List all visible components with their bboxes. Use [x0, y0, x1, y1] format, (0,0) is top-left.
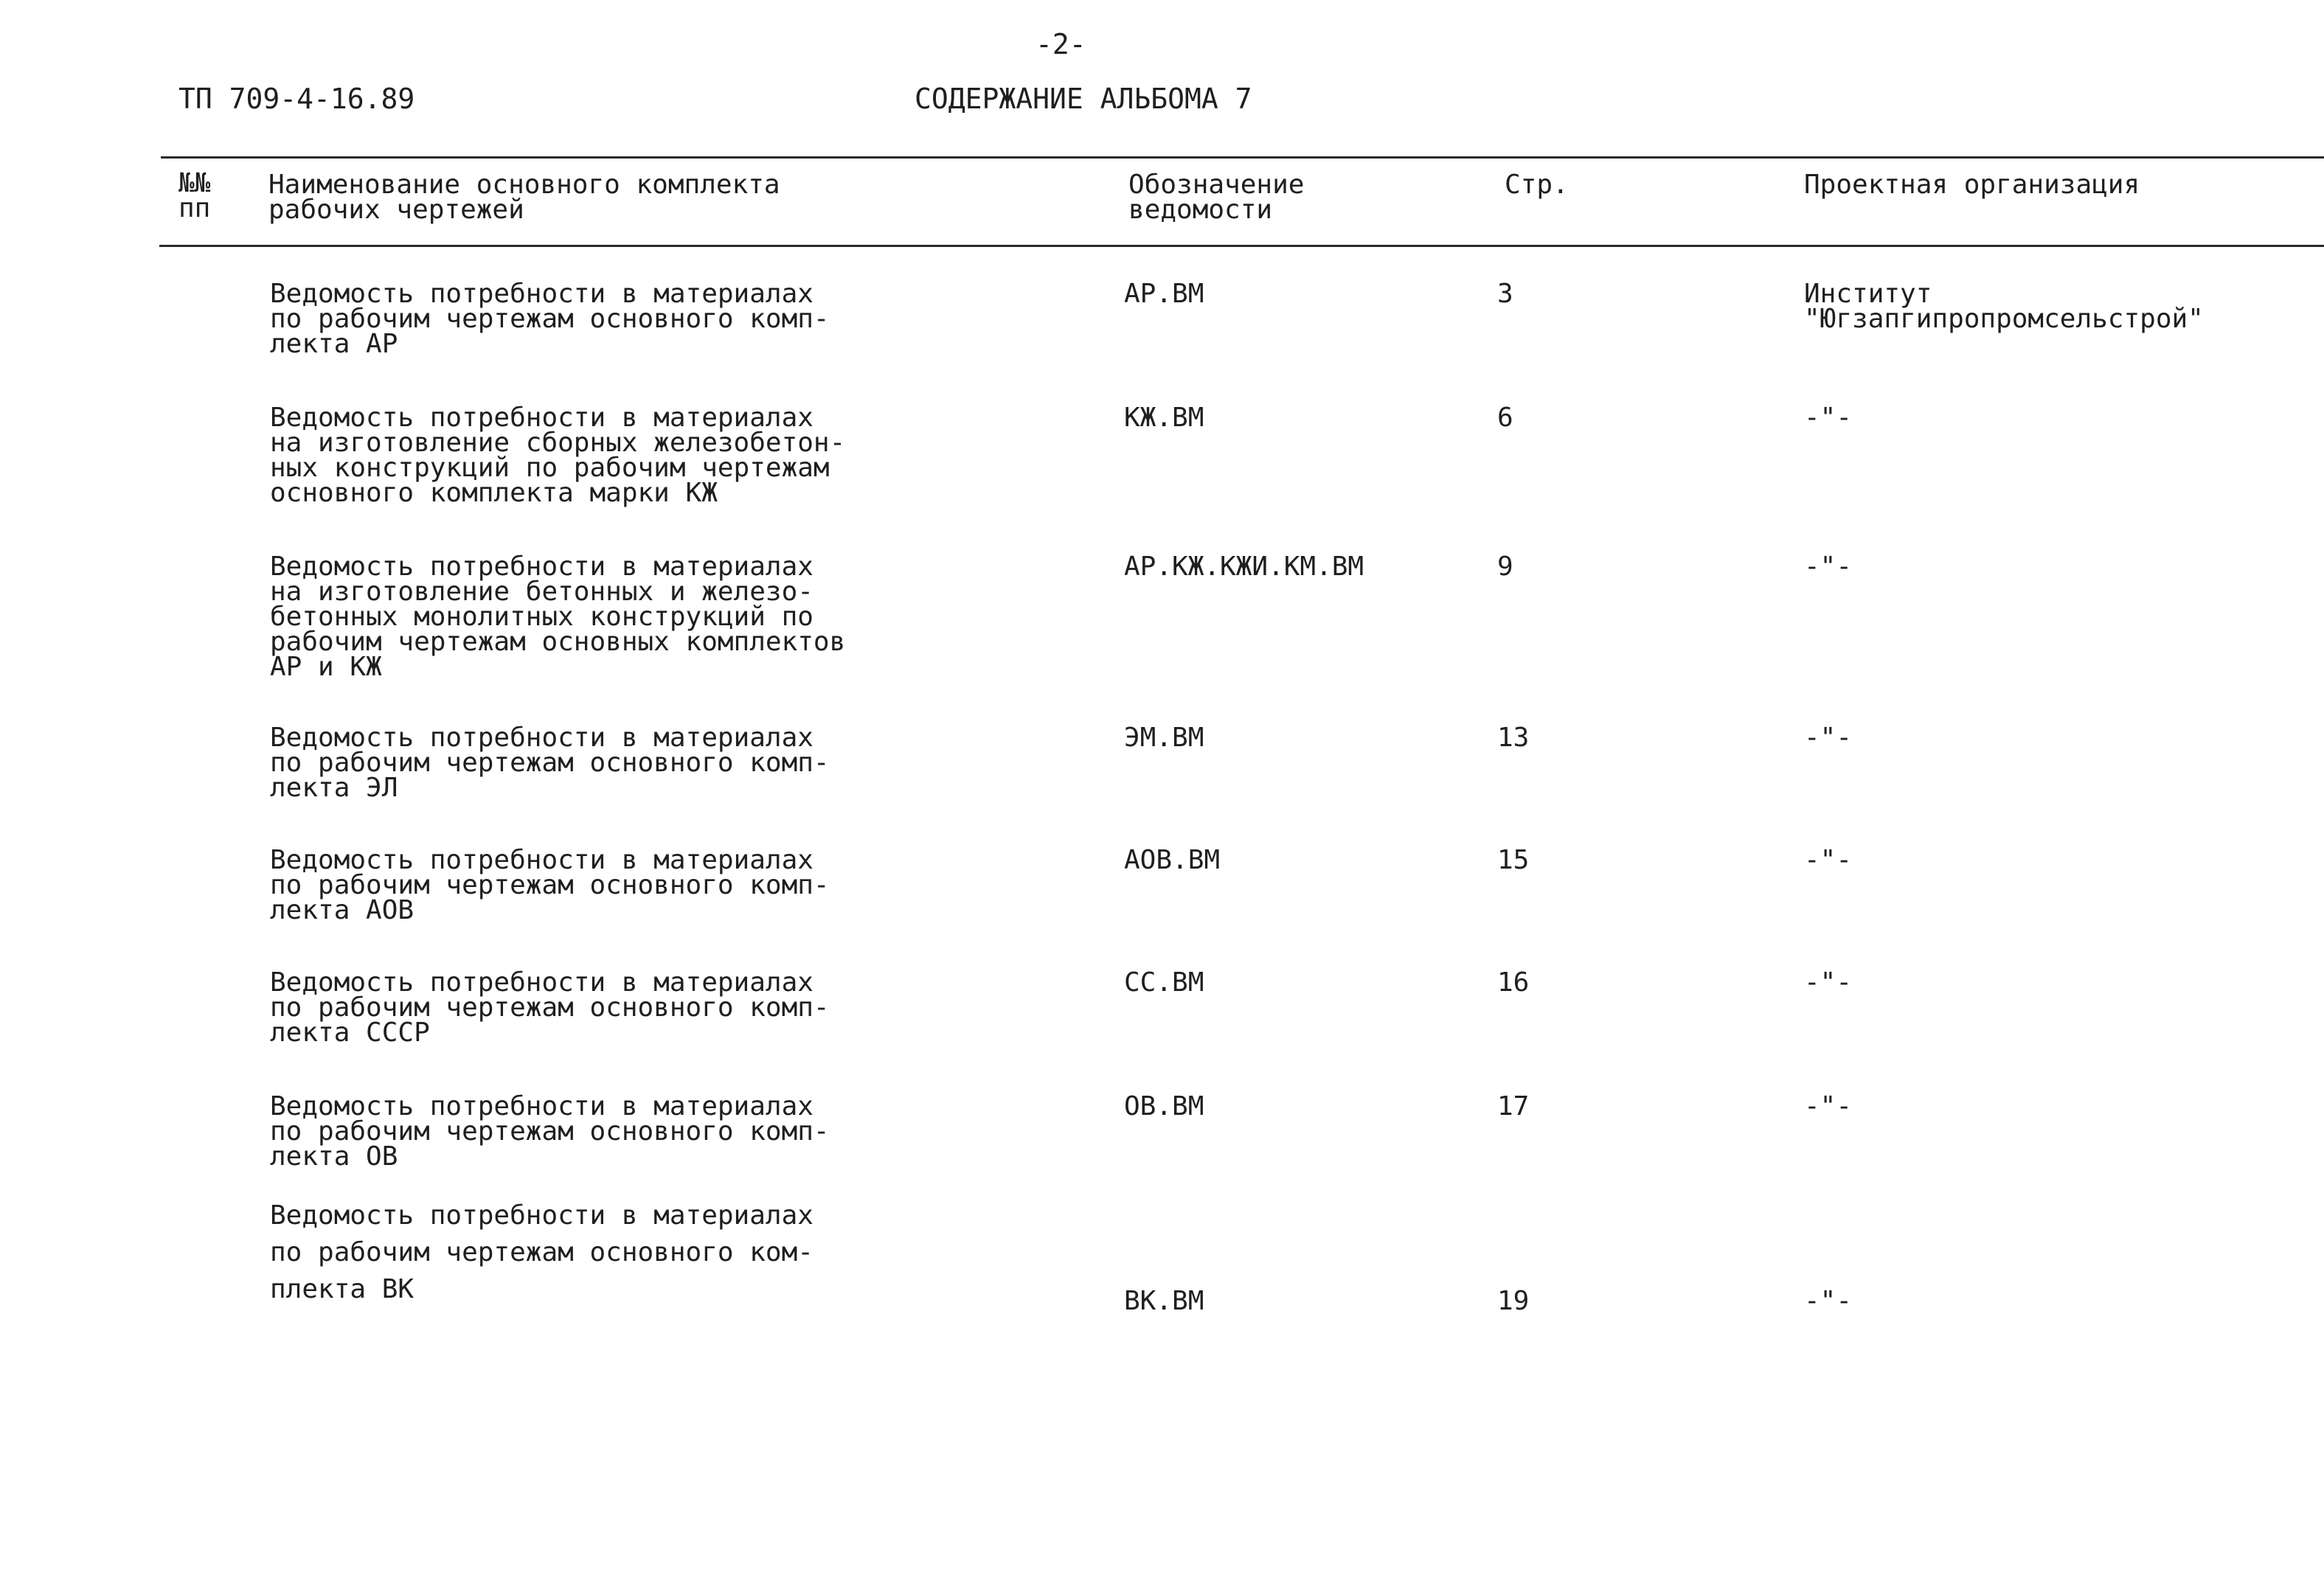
row-8-page: 19	[1497, 1286, 1530, 1316]
row-6-code: СС.ВМ	[1124, 967, 1204, 998]
row-5-name: Ведомость потребности в материалах по рабочим чертежам основного комп- лекта АОВ	[270, 845, 830, 925]
row-1-organization: Институт "Югзапгипропромсельстрой"	[1804, 279, 2204, 334]
row-2-code: КЖ.ВМ	[1124, 403, 1204, 433]
row-3-page: 9	[1497, 552, 1513, 582]
row-4-page: 13	[1497, 723, 1530, 753]
row-7-name: Ведомость потребности в материалах по рабочим чертежам основного комп- лекта ОВ	[270, 1091, 830, 1172]
row-4-name: Ведомость потребности в материалах по рабочим чертежам основного комп- лекта ЭЛ	[270, 723, 830, 803]
row-6-page: 16	[1497, 967, 1530, 998]
row-4-organization: -"-	[1804, 723, 1853, 753]
row-1-code: АР.ВМ	[1124, 279, 1204, 309]
header-page-column: Стр.	[1505, 170, 1569, 200]
row-7-code: ОВ.ВМ	[1124, 1091, 1204, 1121]
row-2-page: 6	[1497, 403, 1513, 433]
row-4-code: ЭМ.ВМ	[1124, 723, 1204, 753]
row-8-name: Ведомость потребности в материалах по рабочим чертежам основного ком- плекта ВК	[270, 1200, 814, 1304]
page-number: -2-	[1036, 28, 1086, 60]
header-name-column: Наименование основного комплекта рабочих чертежей	[268, 170, 780, 225]
row-1-name: Ведомость потребности в материалах по рабочим чертежам основного комп- лекта АР	[270, 279, 830, 359]
header-top-rule	[161, 156, 2324, 159]
row-3-code: АР.КЖ.КЖИ.КМ.ВМ	[1124, 552, 1364, 582]
row-1-page: 3	[1497, 279, 1513, 309]
row-2-name: Ведомость потребности в материалах на изготовление сборных железобетон- ных конструкций по рабочим чертежам основного комплекта марки КЖ	[270, 403, 846, 508]
row-5-page: 15	[1497, 845, 1530, 875]
row-3-organization: -"-	[1804, 552, 1853, 582]
header-bottom-rule	[159, 245, 2324, 247]
header-code-column: Обозначение ведомости	[1128, 170, 1305, 225]
row-6-name: Ведомость потребности в материалах по рабочим чертежам основного комп- лекта СССР	[270, 967, 830, 1048]
header-number-column: №№ пп	[178, 168, 211, 223]
row-2-organization: -"-	[1804, 403, 1853, 433]
album-title: СОДЕРЖАНИЕ АЛЬБОМА 7	[915, 83, 1252, 115]
row-8-organization: -"-	[1804, 1286, 1853, 1316]
row-5-organization: -"-	[1804, 845, 1853, 875]
row-7-organization: -"-	[1804, 1091, 1853, 1121]
row-6-organization: -"-	[1804, 967, 1853, 998]
row-3-name: Ведомость потребности в материалах на изготовление бетонных и железо- бетонных монолитных конструкций по рабочим чертежам основных комплектов АР и КЖ	[270, 552, 846, 682]
row-5-code: АОВ.ВМ	[1124, 845, 1221, 875]
header-organization-column: Проектная организация	[1804, 170, 2140, 200]
row-7-page: 17	[1497, 1091, 1530, 1121]
document-code: ТП 709-4-16.89	[178, 83, 415, 115]
row-8-code: ВК.ВМ	[1124, 1286, 1204, 1316]
